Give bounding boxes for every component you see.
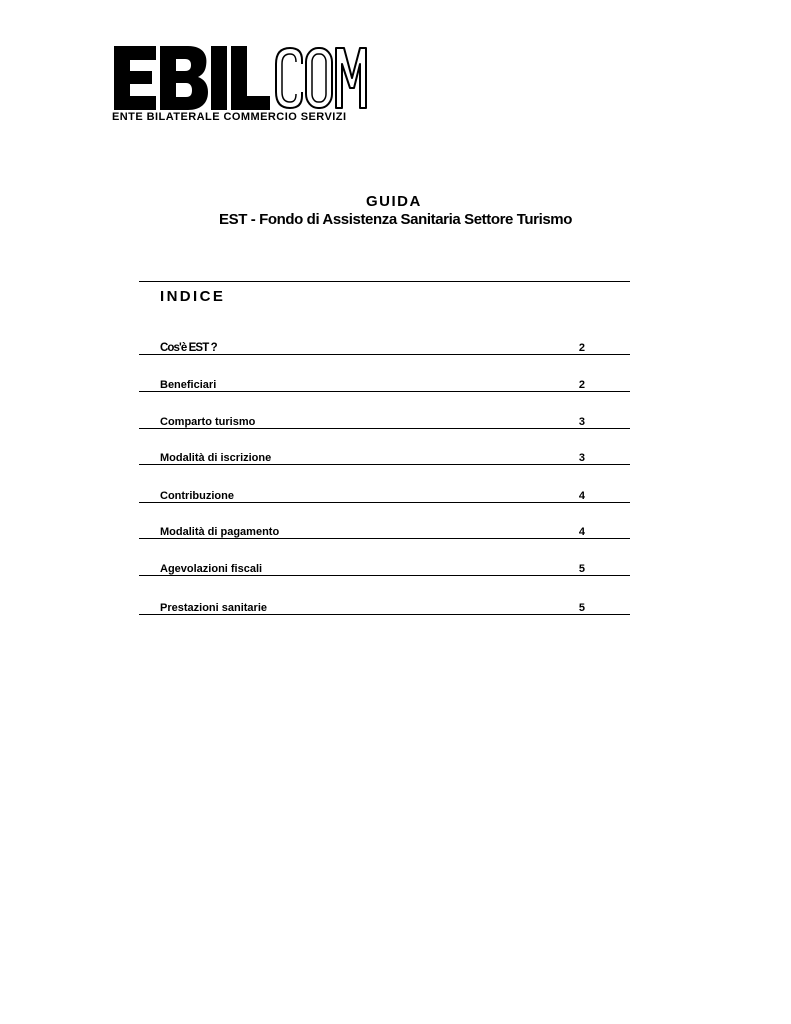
document-subtitle: EST - Fondo di Assistenza Sanitaria Settore Turismo — [219, 211, 572, 228]
toc-row[interactable] — [139, 336, 630, 355]
toc-label: Modalità di pagamento — [160, 526, 280, 538]
toc-label: Contribuzione — [160, 490, 234, 502]
toc-label: Agevolazioni fiscali — [160, 563, 263, 575]
toc-row[interactable] — [139, 596, 630, 615]
index-top-rule — [139, 281, 630, 282]
toc-row[interactable] — [139, 557, 630, 576]
toc-label: Cos'è EST ? — [160, 342, 217, 354]
ebilcom-logo — [112, 44, 372, 128]
toc-page-number: 5 — [578, 563, 585, 575]
toc-label: Beneficiari — [160, 379, 217, 391]
toc-page-number: 4 — [578, 490, 585, 502]
index-heading: INDICE — [160, 288, 226, 305]
toc-page-number: 2 — [578, 379, 585, 391]
toc-page-number: 3 — [578, 416, 585, 428]
document-title: GUIDA — [366, 193, 422, 210]
toc-label: Modalità di iscrizione — [160, 452, 272, 464]
toc-page-number: 5 — [578, 602, 585, 614]
toc-row[interactable] — [139, 484, 630, 503]
toc-label: Comparto turismo — [160, 416, 256, 428]
toc-page-number: 3 — [578, 452, 585, 464]
toc-page-number: 4 — [578, 526, 585, 538]
toc-page-number: 2 — [578, 342, 585, 354]
logo-subtitle: ENTE BILATERALE COMMERCIO SERVIZI — [112, 111, 347, 123]
toc-label: Prestazioni sanitarie — [160, 602, 267, 614]
toc-row[interactable] — [139, 373, 630, 392]
toc-row[interactable] — [139, 410, 630, 429]
toc-row[interactable] — [139, 446, 630, 465]
ebilcom-wordmark — [112, 44, 368, 112]
toc-row[interactable] — [139, 520, 630, 539]
